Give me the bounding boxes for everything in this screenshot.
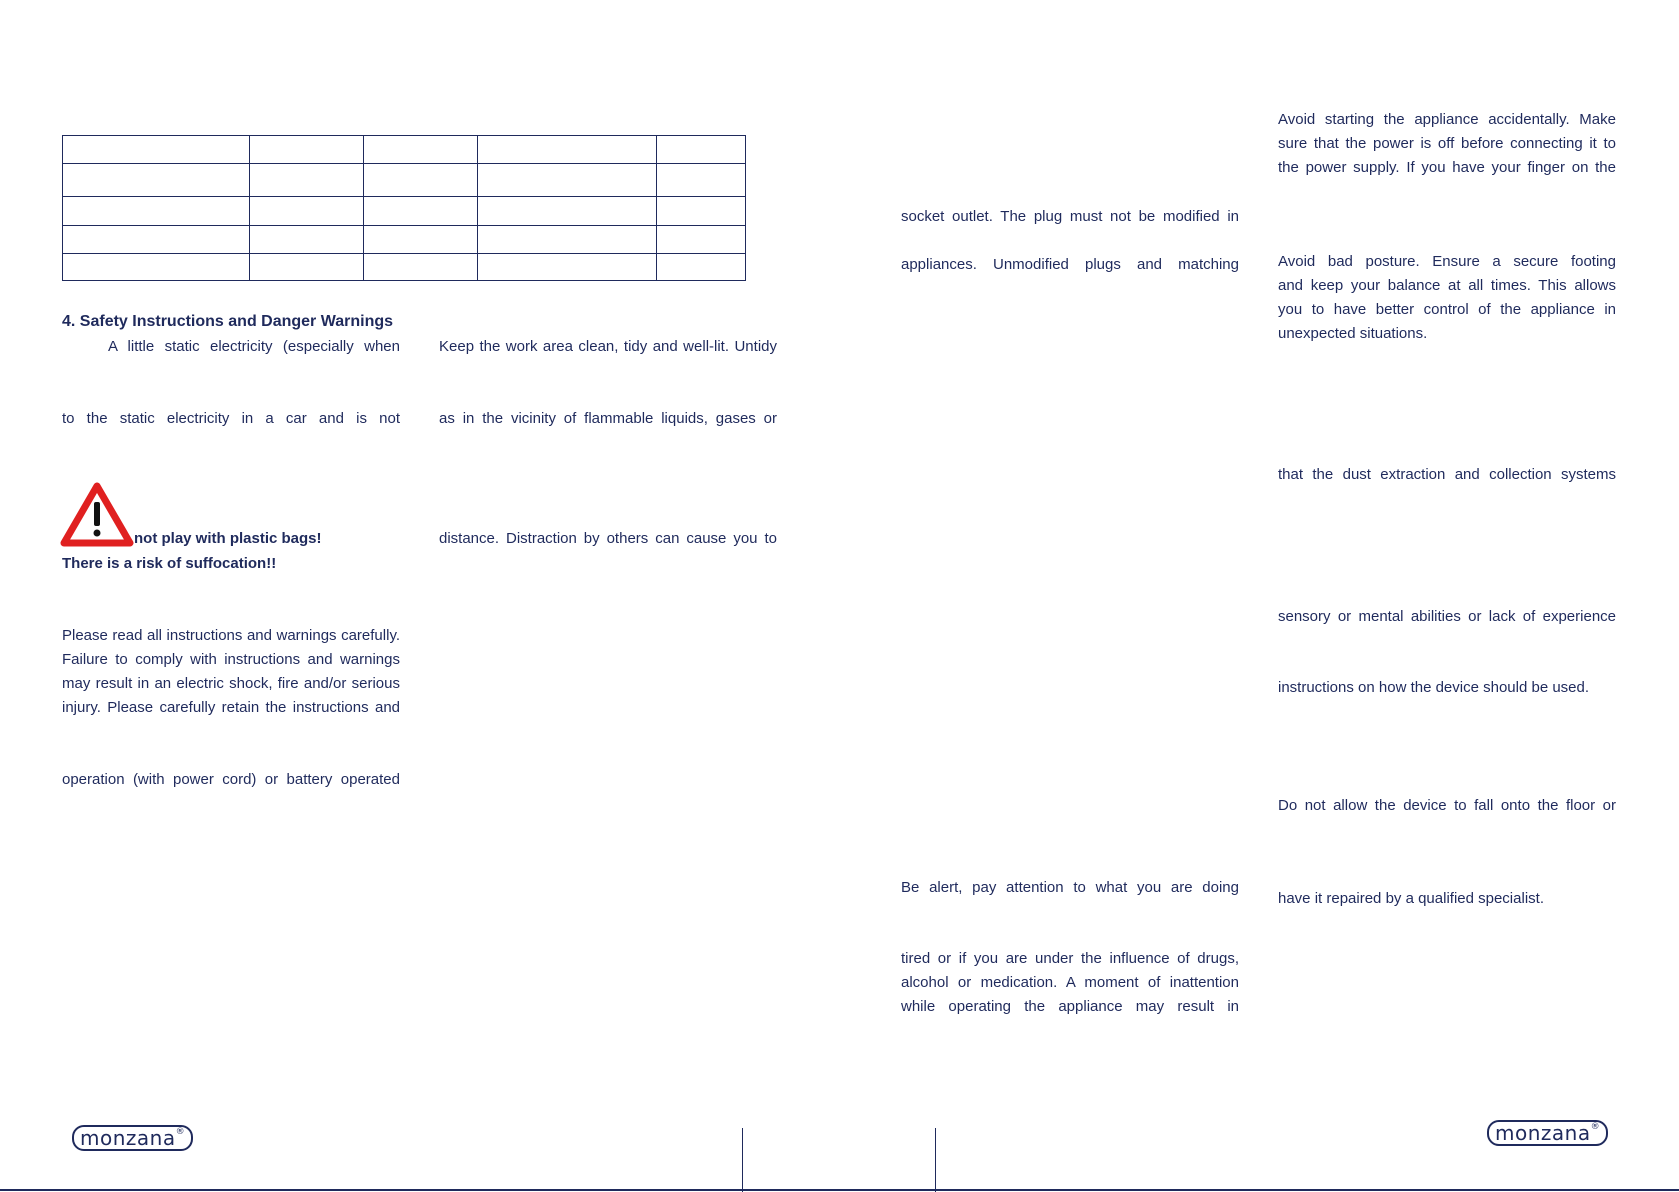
table-cell [478, 254, 657, 281]
page-divider-right [935, 1128, 936, 1192]
alert-text-line: Be alert, pay attention to what you are doing [901, 879, 1239, 896]
table-cell [250, 164, 364, 197]
table-cell [363, 164, 477, 197]
static-text-line: to the static electricity in a car and is not [62, 410, 400, 427]
spec-table [62, 135, 746, 281]
sensory-text-line: sensory or mental abilities or lack of experience [1278, 608, 1616, 625]
table-cell [363, 226, 477, 254]
table-cell [657, 254, 746, 281]
brand-logo-right [1487, 1120, 1608, 1146]
instructions-text-line: Please read all instructions and warnings carefully. [62, 627, 400, 644]
table-cell [63, 197, 250, 226]
table-cell [657, 136, 746, 164]
posture-text-line: unexpected situations. [1278, 325, 1428, 342]
bottom-rule [0, 1189, 1679, 1191]
table-cell [63, 164, 250, 197]
repair-text-line: have it repaired by a qualified specialist. [1278, 890, 1544, 907]
warning-triangle-icon [60, 482, 134, 548]
posture-text-line: and keep your balance at all times. This allows [1278, 277, 1616, 294]
instructions-text-line: Failure to comply with instructions and warnings [62, 651, 400, 668]
table-cell [478, 136, 657, 164]
tired-text-line: tired or if you are under the influence of drugs, [901, 950, 1239, 967]
static-text-line: A little static electricity (especially when [108, 338, 400, 355]
vicinity-text-line: as in the vicinity of flammable liquids, gases or [439, 410, 777, 427]
instructions-usage-text-line: instructions on how the device should be used. [1278, 679, 1590, 696]
table-cell [478, 226, 657, 254]
warning-text: There is a risk of suffocation!! [62, 555, 277, 572]
table-cell [63, 254, 250, 281]
instructions-text-line: injury. Please carefully retain the instructions and [62, 699, 400, 716]
avoid-start-text-line: the power supply. If you have your finger on the [1278, 159, 1616, 176]
brand-logo-left [72, 1125, 193, 1151]
table-row [63, 226, 746, 254]
posture-text-line: you to have better control of the appliance in [1278, 301, 1616, 318]
appliances-text-line: appliances. Unmodified plugs and matching [901, 256, 1239, 273]
table-row [63, 164, 746, 197]
warning-text: not play with plastic bags! [134, 530, 322, 547]
dust-text-line: that the dust extraction and collection systems [1278, 466, 1616, 483]
table-cell [657, 164, 746, 197]
table-row [63, 254, 746, 281]
table-cell [363, 254, 477, 281]
table-cell [63, 226, 250, 254]
logo-wordmark: monzana [1495, 1121, 1591, 1145]
logo-wordmark: monzana [80, 1126, 176, 1150]
table-cell [478, 164, 657, 197]
socket-text-line: socket outlet. The plug must not be modified in [901, 208, 1239, 225]
distance-text-line: distance. Distraction by others can cause you to [439, 530, 777, 547]
page-divider-left [742, 1128, 743, 1192]
avoid-start-text-line: sure that the power is off before connecting it to [1278, 135, 1616, 152]
registered-mark: ® [175, 1127, 186, 1137]
table-cell [250, 226, 364, 254]
table-cell [657, 226, 746, 254]
posture-text-line: Avoid bad posture. Ensure a secure footing [1278, 253, 1616, 270]
instructions-text-line: may result in an electric shock, fire and/or serious [62, 675, 400, 692]
table-cell [250, 254, 364, 281]
table-row [63, 197, 746, 226]
avoid-start-text-line: Avoid starting the appliance accidentally. Make [1278, 111, 1616, 128]
table-cell [63, 136, 250, 164]
table-cell [478, 197, 657, 226]
table-cell [250, 197, 364, 226]
work-area-text-line: Keep the work area clean, tidy and well-lit. Untidy [439, 338, 777, 355]
table-cell [657, 197, 746, 226]
table-cell [363, 136, 477, 164]
registered-mark: ® [1590, 1122, 1601, 1132]
tired-text-line: alcohol or medication. A moment of inattention [901, 974, 1239, 991]
table-cell [363, 197, 477, 226]
operation-text-line: operation (with power cord) or battery operated [62, 771, 400, 788]
table-cell [250, 136, 364, 164]
table-row [63, 136, 746, 164]
fall-text-line: Do not allow the device to fall onto the floor or [1278, 797, 1616, 814]
section-heading: 4. Safety Instructions and Danger Warnings [62, 313, 394, 330]
tired-text-line: while operating the appliance may result in [901, 998, 1239, 1015]
